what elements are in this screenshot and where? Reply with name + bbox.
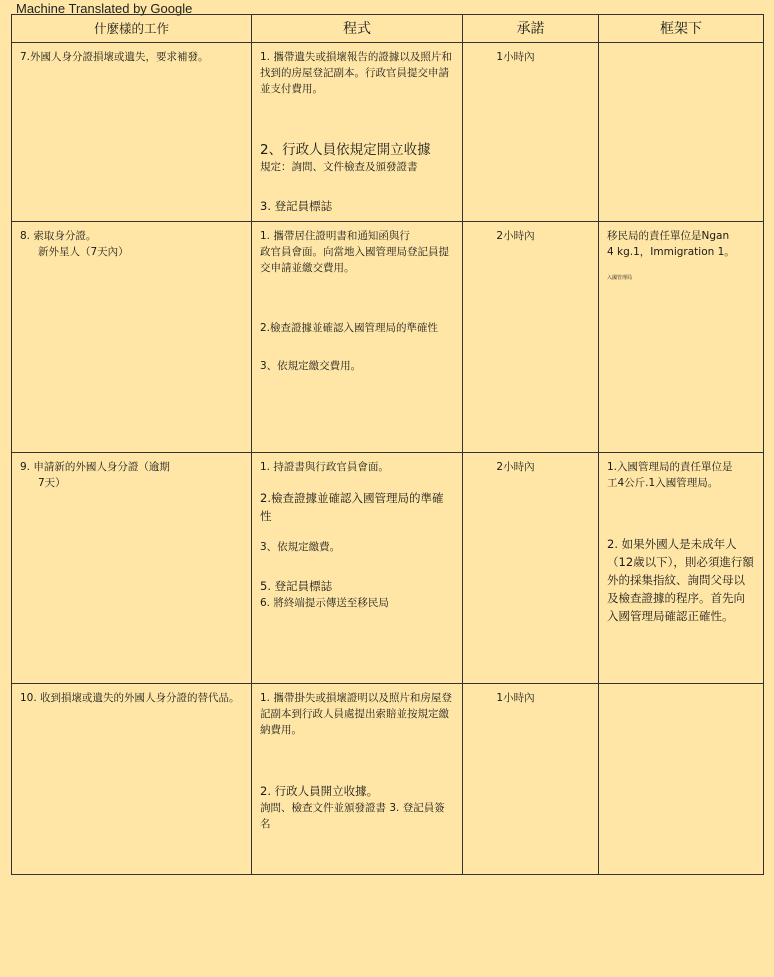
procedure-step: 2. 行政人員開立收據。: [260, 784, 379, 798]
procedure-step: 1. 攜帶居住證明書和通知函與行: [260, 230, 410, 242]
procedure-step: 3. 登記員標誌: [260, 199, 333, 213]
procedure-cell: [252, 684, 463, 875]
header-framework: 框架下: [599, 15, 764, 43]
commitment-cell: [463, 684, 599, 875]
procedure-step: 詢問、檢查文件並頒發證書 3. 登記員簽名: [260, 802, 445, 830]
procedure-step: 1. 持證書與行政官員會面。: [260, 461, 389, 473]
procedure-step: 5. 登記員標誌: [260, 579, 333, 593]
framework-cell: [599, 684, 764, 875]
task-cell: [12, 222, 252, 453]
procedure-cell: [252, 453, 463, 684]
task-cell: [12, 43, 252, 222]
framework-text: 4 kg.1，Immigration 1。: [607, 246, 735, 258]
table-row: [12, 43, 764, 222]
procedure-step: 2、行政人員依規定開立收據: [260, 142, 431, 158]
table-row: [12, 453, 764, 684]
table-row: [12, 684, 764, 875]
framework-text: 1.入國管理局的責任單位是: [607, 461, 733, 473]
header-task: 什麼樣的工作: [12, 15, 252, 43]
procedure-step: 1. 攜帶遺失或損壞報告的證據以及照片和找到的房屋登記副本。行政官員提交申請並支付費用。: [260, 51, 452, 95]
procedure-step: 2.檢查證據並確認入國管理局的準確性: [260, 322, 439, 334]
machine-translation-watermark: Machine Translated by Google: [16, 1, 193, 16]
table-row: [12, 222, 764, 453]
procedure-step: 2.檢查證據並確認入國管理局的準確性: [260, 491, 444, 523]
task-cell: [12, 453, 252, 684]
task-text: 新外星人（7天內）: [38, 246, 129, 258]
task-text: 10. 收到損壞或遺失的外國人身分證的替代品。: [20, 692, 240, 704]
header-commitment: 承諾: [463, 15, 599, 43]
task-text: 7.外國人身分證損壞或遺失，要求補發。: [20, 51, 209, 63]
commitment-text: 1小時內: [496, 692, 535, 704]
framework-cell: [599, 222, 764, 453]
framework-text: 工4公斤.1入國管理局。: [607, 477, 719, 489]
task-text: 8. 索取身分證。: [20, 230, 97, 242]
commitment-text: 2小時內: [496, 461, 535, 473]
framework-cell: [599, 43, 764, 222]
table-header-row: [12, 15, 764, 43]
procedure-step: 3、依規定繳交費用。: [260, 360, 362, 372]
header-procedure: 程式: [252, 15, 463, 43]
procedure-step: 政官員會面。向當地入國管理局登記員提交申請並繳交費用。: [260, 246, 449, 274]
procedure-step: 6. 將終端提示傳送至移民局: [260, 597, 389, 609]
procedure-step: 3、依規定繳費。: [260, 541, 341, 553]
task-text: 9. 申請新的外國人身分證（逾期: [20, 461, 170, 473]
framework-text: 移民局的責任單位是Ngan: [607, 230, 730, 242]
task-text: 7天）: [38, 477, 66, 489]
commitment-text: 2小時內: [496, 230, 535, 242]
procedure-step: 1. 攜帶掛失或損壞證明以及照片和房屋登記副本到行政人員處提出索賠並按規定繳納費用。: [260, 692, 452, 736]
framework-text: 2. 如果外國人是未成年人（12歲以下），則必須進行額外的採集指紋、詢問父母以及檢查證據的程序。首先向入國管理局確認正確性。: [607, 537, 754, 623]
procedure-cell: [252, 43, 463, 222]
procedure-step: 規定：詢問、文件檢查及頒發證書: [260, 161, 418, 173]
commitment-cell: [463, 43, 599, 222]
commitment-cell: [463, 222, 599, 453]
task-cell: [12, 684, 252, 875]
commitment-cell: [463, 453, 599, 684]
framework-text: 入國管理局: [607, 275, 633, 281]
framework-cell: [599, 453, 764, 684]
procedure-cell: [252, 222, 463, 453]
procedure-table: [11, 14, 764, 875]
commitment-text: 1小時內: [496, 51, 535, 63]
